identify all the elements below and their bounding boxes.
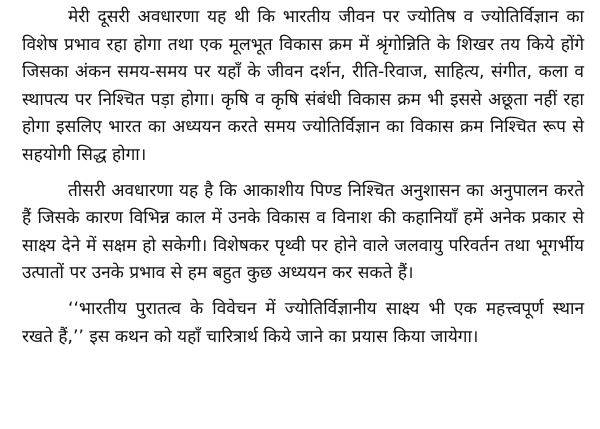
paragraph-quote: ‘‘भारतीय पुरातत्व के विवेचन में ज्योतिर्विज्ञानीय साक्ष्य भी एक महत्त्वपूर्ण स्थान रखते हैं,’’ इस कथन को यहाँ चारित्रार्थ किये जाने का प्रयास किया जायेगा। xyxy=(22,298,584,347)
paragraph-third-concept: तीसरी अवधारणा यह है कि आकाशीय पिण्ड निश्चित अनुशासन का अनुपालन करते हैं जिसके कारण विभिन्न काल में उनके विकास व विनाश की कहानियाँ हमें अनेक प्रकार से साक्ष्य देने में सक्षम हो सकेगी। विशेषकर पृथ्वी पर होने वाले जलवायु परिवर्तन तथा भूगर्भीय उत्पातों पर उनके प्रभाव से हम बहुत कुछ अध्ययन कर सकते हैं। xyxy=(22,180,584,284)
paragraph-second-concept: मेरी दूसरी अवधारणा यह थी कि भारतीय जीवन पर ज्योतिष व ज्योतिर्विज्ञान का विशेष प्रभाव रहा होगा तथा एक मूलभूत विकास क्रम में श्रृंगोन्निति के शिखर तय किये होंगे जिसका अंकन समय-समय पर यहाँ के जीवन दर्शन, रीति-रिवाज, साहित्य, संगीत, कला व स्थापत्य पर निश्चित पड़ा होगा। कृषि व कृषि संबंधी विकास क्रम भी इससे अछूता नहीं रहा होगा इसलिए भारत का अध्ययन करते समय ज्योतिर्विज्ञान का विकास क्रम निश्चित रूप से सहयोगी सिद्ध होगा। xyxy=(22,7,584,165)
